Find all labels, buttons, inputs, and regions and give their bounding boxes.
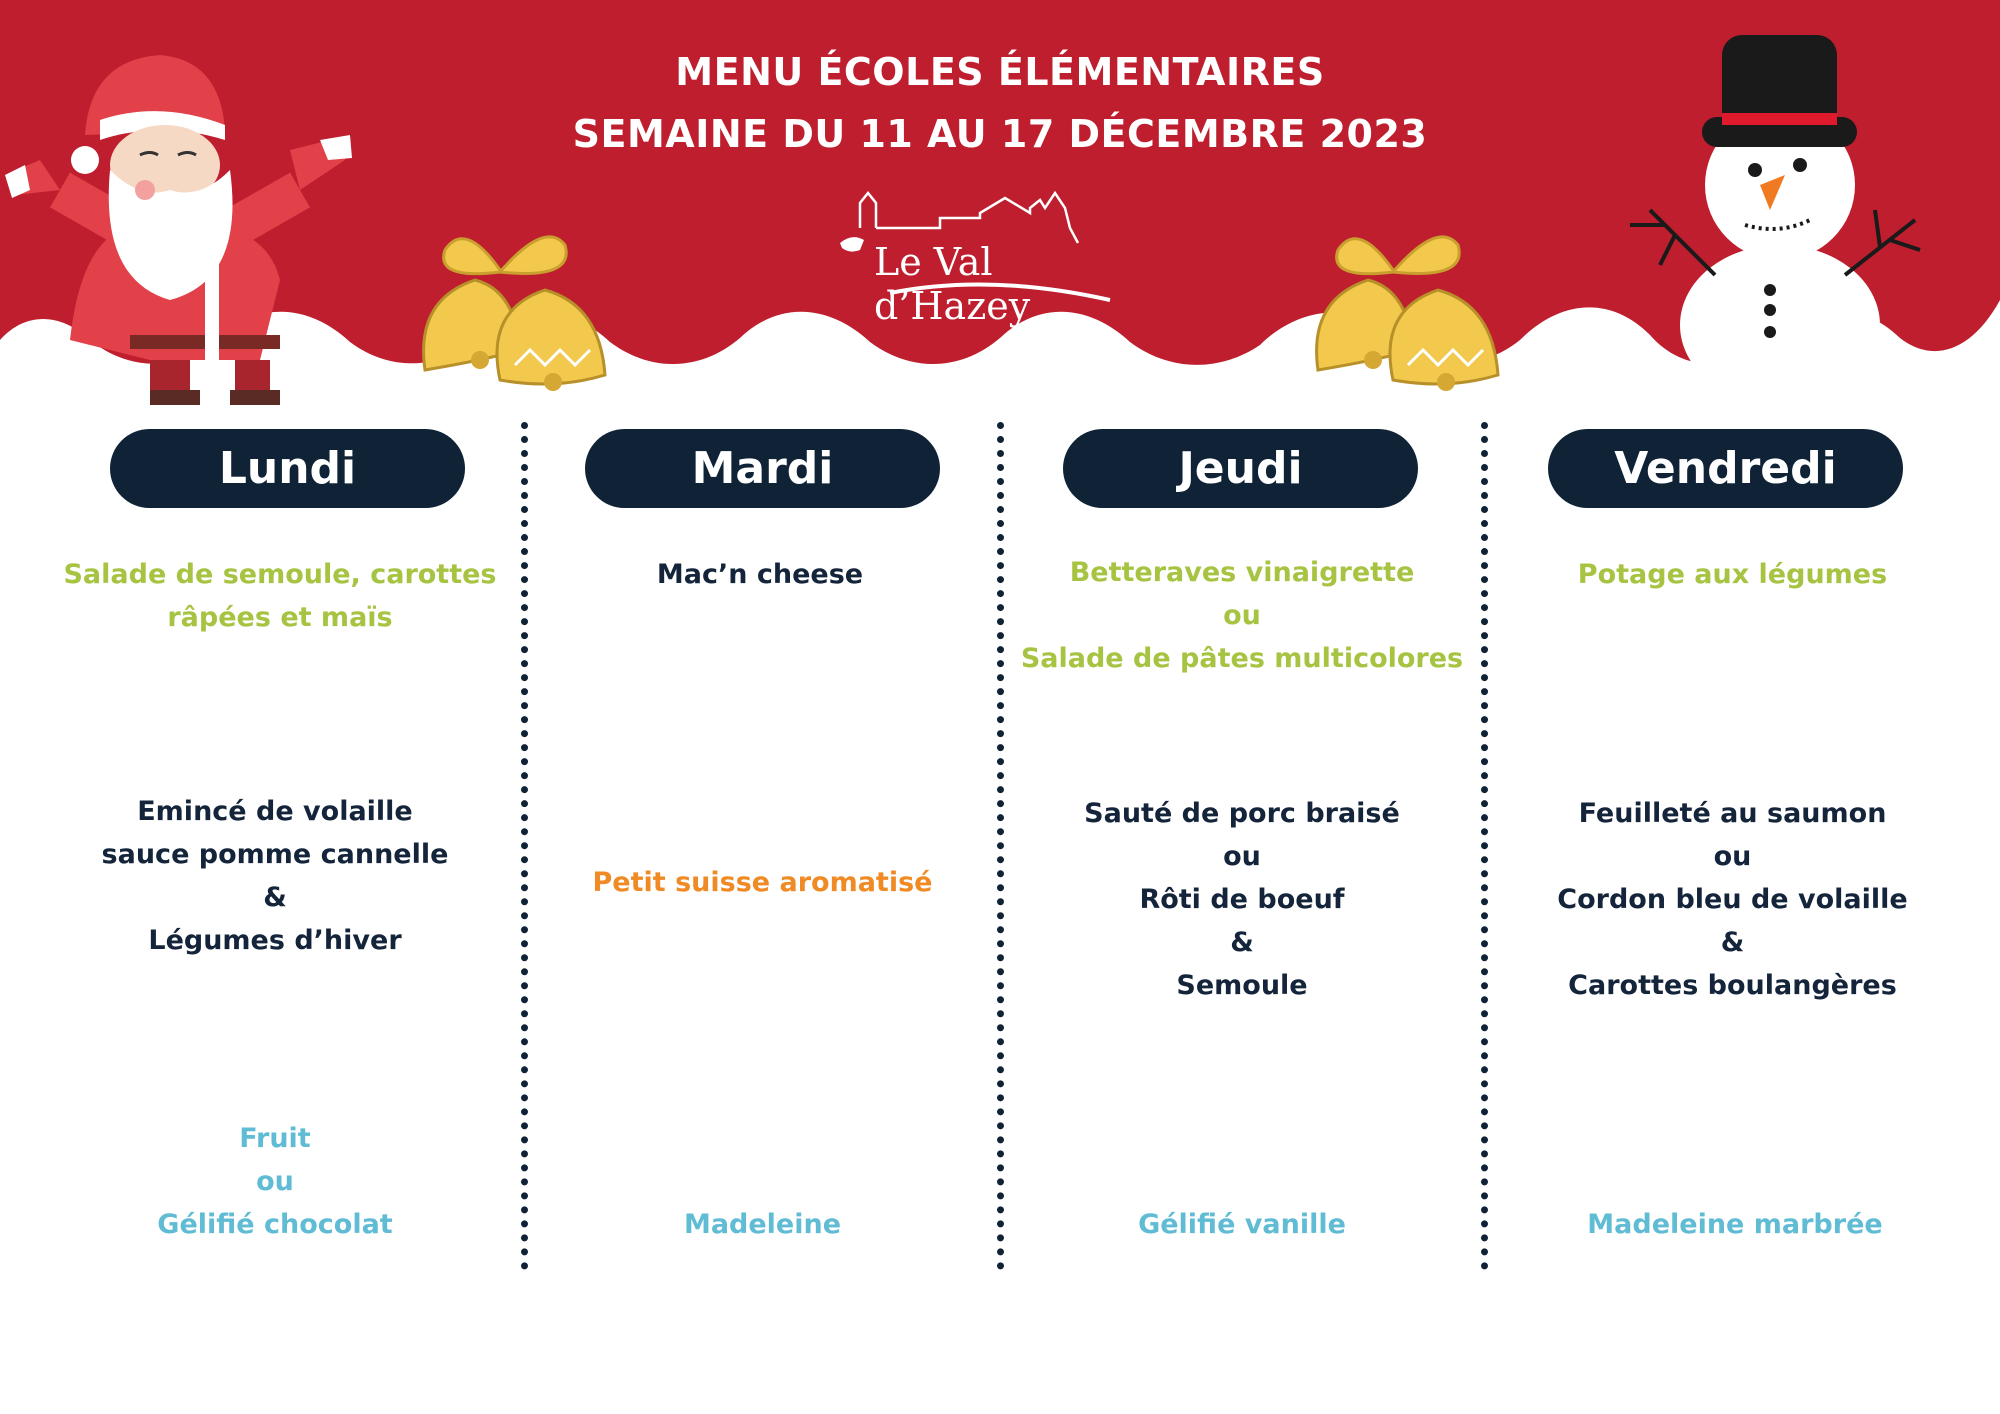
vendredi-dessert (1495, 1203, 1975, 1246)
menu-title: MENU ÉCOLES ÉLÉMENTAIRES (675, 50, 1325, 94)
mardi-dessert (535, 1203, 990, 1246)
snowman-icon (1620, 35, 1960, 365)
mardi-dairy (535, 861, 990, 904)
day-header-mardi: Mardi (585, 429, 940, 508)
dish-line: Salade de semoule, carottes (63, 559, 497, 590)
logo-text: Le Val d’Hazey (874, 240, 1031, 328)
lundi-starter (40, 553, 520, 639)
dish-line: Légumes d’hiver (148, 925, 402, 956)
day-header-jeudi: Jeudi (1063, 429, 1418, 508)
dish-line: Cordon bleu de volaille (1557, 884, 1908, 915)
dish-line: & (1230, 927, 1254, 958)
dish-line: Mac’n cheese (656, 559, 864, 590)
dish-line: Madeleine (683, 1209, 842, 1240)
day-header-vendredi: Vendredi (1548, 429, 1903, 508)
dish-line: & (1720, 927, 1745, 958)
dish-line: Sauté de porc braisé (1084, 798, 1400, 829)
dish-line: Betteraves vinaigrette (1069, 557, 1415, 588)
dish-line: Madeleine marbrée (1587, 1209, 1883, 1240)
dish-line: sauce pomme cannelle (101, 839, 449, 870)
vendredi-starter (1495, 553, 1970, 596)
jeudi-dessert (1012, 1203, 1472, 1246)
dish-line: ou (1713, 841, 1752, 872)
day-header-lundi: Lundi (110, 429, 465, 508)
dish-line: Fruit (239, 1123, 311, 1154)
header-banner (0, 0, 2000, 400)
dish-line: ou (256, 1166, 294, 1197)
jeudi-starter (1012, 551, 1472, 680)
dish-line: Emincé de volaille (137, 796, 413, 827)
mardi-starter (535, 553, 985, 596)
column-separator (997, 422, 1004, 1270)
dish-line: Potage aux légumes (1577, 559, 1888, 590)
val-d-hazey-logo (830, 188, 1160, 328)
week-subtitle: SEMAINE DU 11 AU 17 DÉCEMBRE 2023 (572, 112, 1428, 156)
dish-line: Gélifié chocolat (157, 1209, 393, 1240)
dish-line: ou (1223, 841, 1261, 872)
dish-line: râpées et maïs (167, 602, 393, 633)
dish-line: Carottes boulangères (1568, 970, 1897, 1001)
dish-line: Rôti de boeuf (1139, 884, 1345, 915)
dish-line: Petit suisse aromatisé (592, 867, 933, 898)
dish-line: ou (1223, 600, 1261, 631)
dish-line: & (263, 882, 287, 913)
santa-claus-icon (0, 40, 360, 410)
lundi-dessert (40, 1117, 510, 1246)
column-separator (1481, 422, 1488, 1270)
dish-line: Gélifié vanille (1138, 1209, 1346, 1240)
jeudi-main (1012, 792, 1472, 1007)
column-separator (521, 422, 528, 1270)
lundi-main (40, 790, 510, 962)
dish-line: Feuilleté au saumon (1578, 798, 1887, 829)
dish-line: Salade de pâtes multicolores (1020, 643, 1464, 674)
golden-bells-icon (405, 210, 615, 400)
dish-line: Semoule (1176, 970, 1308, 1001)
golden-bells-icon (1298, 210, 1508, 400)
vendredi-main (1495, 792, 1970, 1007)
